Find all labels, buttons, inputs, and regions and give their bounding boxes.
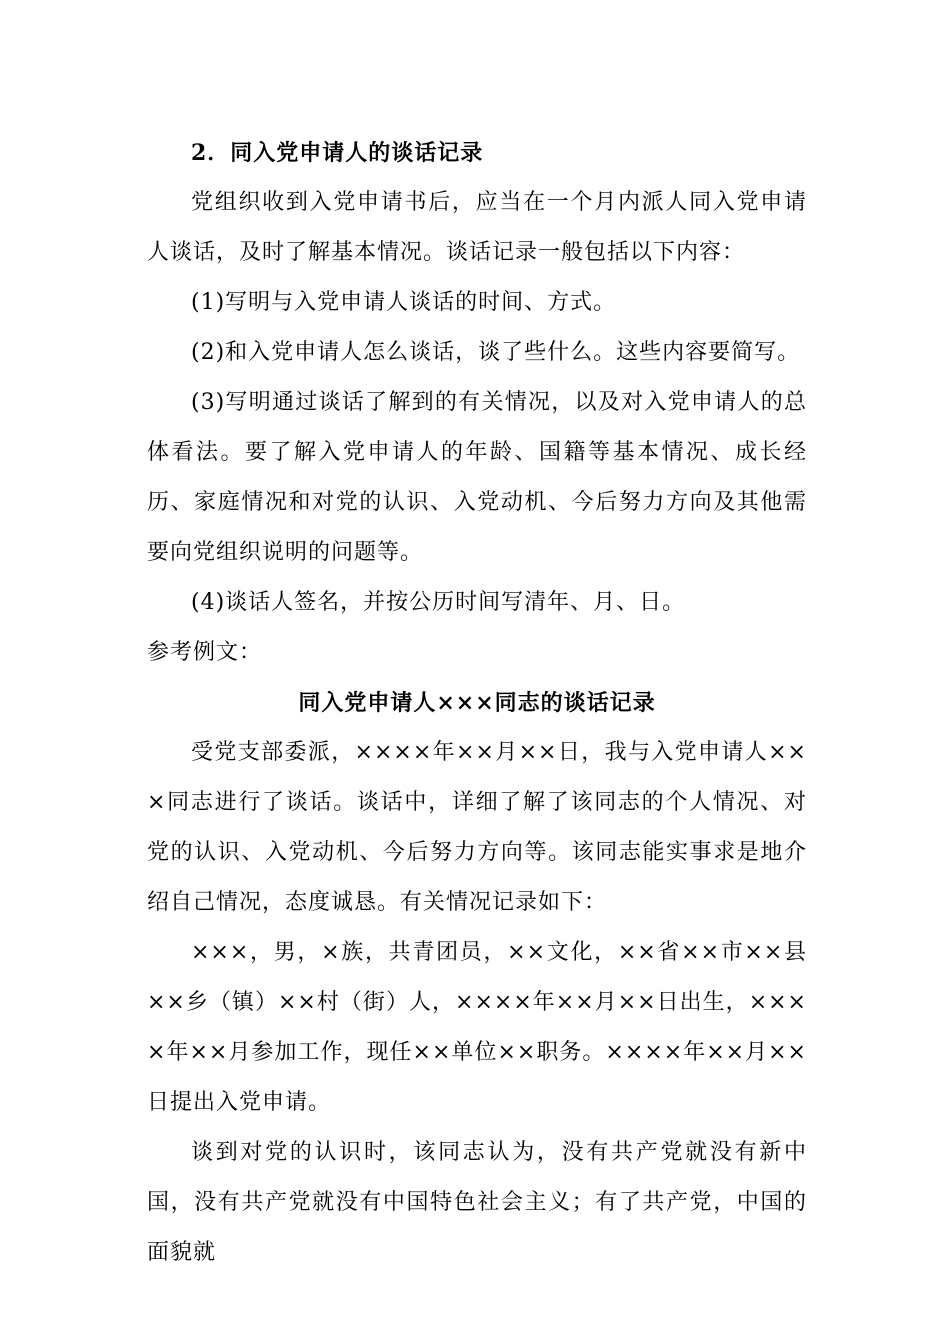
example-paragraph-3: 谈到对党的认识时，该同志认为，没有共产党就没有新中国，没有共产党就没有中国特色社会主义；有了共产党，中国的面貌就 bbox=[147, 1140, 807, 1265]
example-paragraph-2: ×××，男，×族，共青团员，××文化，××省××市××县××乡（镇）××村（街）人，××××年××月××日出生，××××年××月参加工作，现任××单位××职务。××××年××月××日提出入党申请。 bbox=[147, 940, 807, 1115]
document-body bbox=[147, 128, 807, 1278]
paragraph-intro: 党组织收到入党申请书后，应当在一个月内派人同入党申请人谈话，及时了解基本情况。谈话记录一般包括以下内容： bbox=[147, 190, 807, 265]
paragraph-item-3: (3)写明通过谈话了解到的有关情况，以及对入党申请人的总体看法。要了解入党申请人的年龄、国籍等基本情况、成长经历、家庭情况和对党的认识、入党动机、今后努力方向及其他需要向党组织说明的问题等。 bbox=[147, 390, 807, 565]
paragraph-item-4: (4)谈话人签名，并按公历时间写清年、月、日。 bbox=[191, 590, 686, 615]
paragraph-item-1: (1)写明与入党申请人谈话的时间、方式。 bbox=[191, 290, 617, 315]
example-title: 同入党申请人×××同志的谈话记录 bbox=[298, 690, 656, 716]
paragraph-item-2: (2)和入党申请人怎么谈话，谈了些什么。这些内容要简写。 bbox=[191, 340, 801, 365]
section-heading: 2．同入党申请人的谈话记录 bbox=[191, 140, 484, 166]
reference-label: 参考例文： bbox=[147, 640, 263, 665]
example-paragraph-1: 受党支部委派，××××年××月××日，我与入党申请人×××同志进行了谈话。谈话中，详细了解了该同志的个人情况、对党的认识、入党动机、今后努力方向等。该同志能实事求是地介绍自己情况，态度诚恳。有关情况记录如下： bbox=[147, 740, 807, 915]
